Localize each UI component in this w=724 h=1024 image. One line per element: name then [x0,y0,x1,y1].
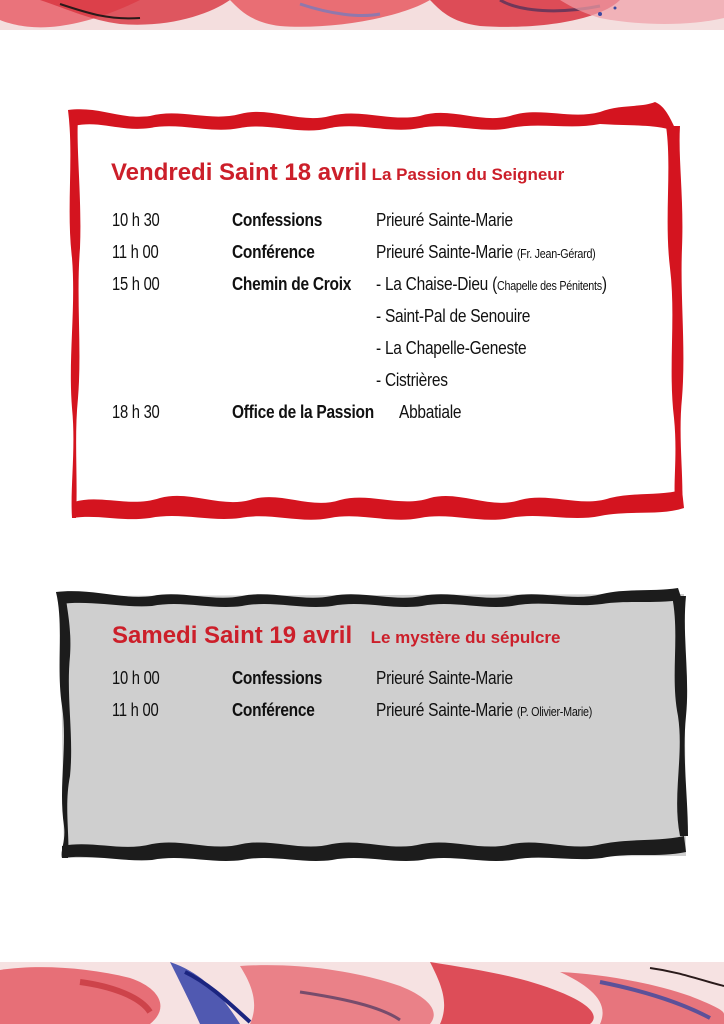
row-time: 10 h 30 [112,210,160,230]
row-place-text: Prieuré Sainte-Marie [376,700,513,720]
saturday-title-date: Samedi Saint 19 avril [112,622,353,649]
row-place-text: - La Chaise-Dieu ( [376,274,497,294]
row-event: Conférence [232,242,315,262]
row-time: 11 h 00 [112,242,159,262]
row-place-text: Prieuré Sainte-Marie [376,210,513,230]
table-row [52,668,692,700]
saturday-schedule-card [52,586,692,864]
table-row [60,210,690,242]
row-note: (P. Olivier-Marie) [516,705,593,719]
row-place-text: Prieuré Sainte-Marie [376,242,513,262]
row-place [376,210,513,231]
row-event: Chemin de Croix [232,274,352,294]
table-row [52,700,692,732]
table-row [60,274,690,306]
row-place: Prieuré Sainte-Marie [376,668,513,688]
row-place: Abbatiale [399,402,462,422]
row-time: 11 h 00 [112,700,159,720]
table-row [60,306,690,338]
row-place [376,242,596,263]
friday-title [111,159,564,187]
top-decorative-band [0,0,724,30]
table-row [60,370,690,402]
table-row [60,338,690,370]
row-note: (Fr. Jean-Gérard) [516,247,596,261]
row-event: Conférence [232,700,315,720]
row-time: 15 h 00 [112,274,160,294]
row-time: 10 h 00 [112,668,160,688]
saturday-subtitle: Le mystère du sépulcre [370,628,561,647]
row-event: Confessions [232,668,323,688]
table-row [60,242,690,274]
friday-subtitle: La Passion du Seigneur [371,165,565,184]
row-place [376,700,592,721]
table-row [60,402,690,434]
saturday-title [112,622,561,650]
friday-schedule-card [60,98,690,526]
bottom-decorative-band [0,962,724,1024]
row-place: - La Chapelle-Geneste [376,338,527,358]
row-place-end: ) [601,274,607,294]
row-event: Confessions [232,210,323,230]
row-time: 18 h 30 [112,402,160,422]
row-event: Office de la Passion [232,402,374,422]
row-place: - Saint-Pal de Senouire [376,306,531,326]
row-place [376,274,607,295]
row-place: - Cistrières [376,370,448,390]
friday-title-date: Vendredi Saint 18 avril [111,159,368,186]
row-note: Chapelle des Pénitents [496,279,602,293]
